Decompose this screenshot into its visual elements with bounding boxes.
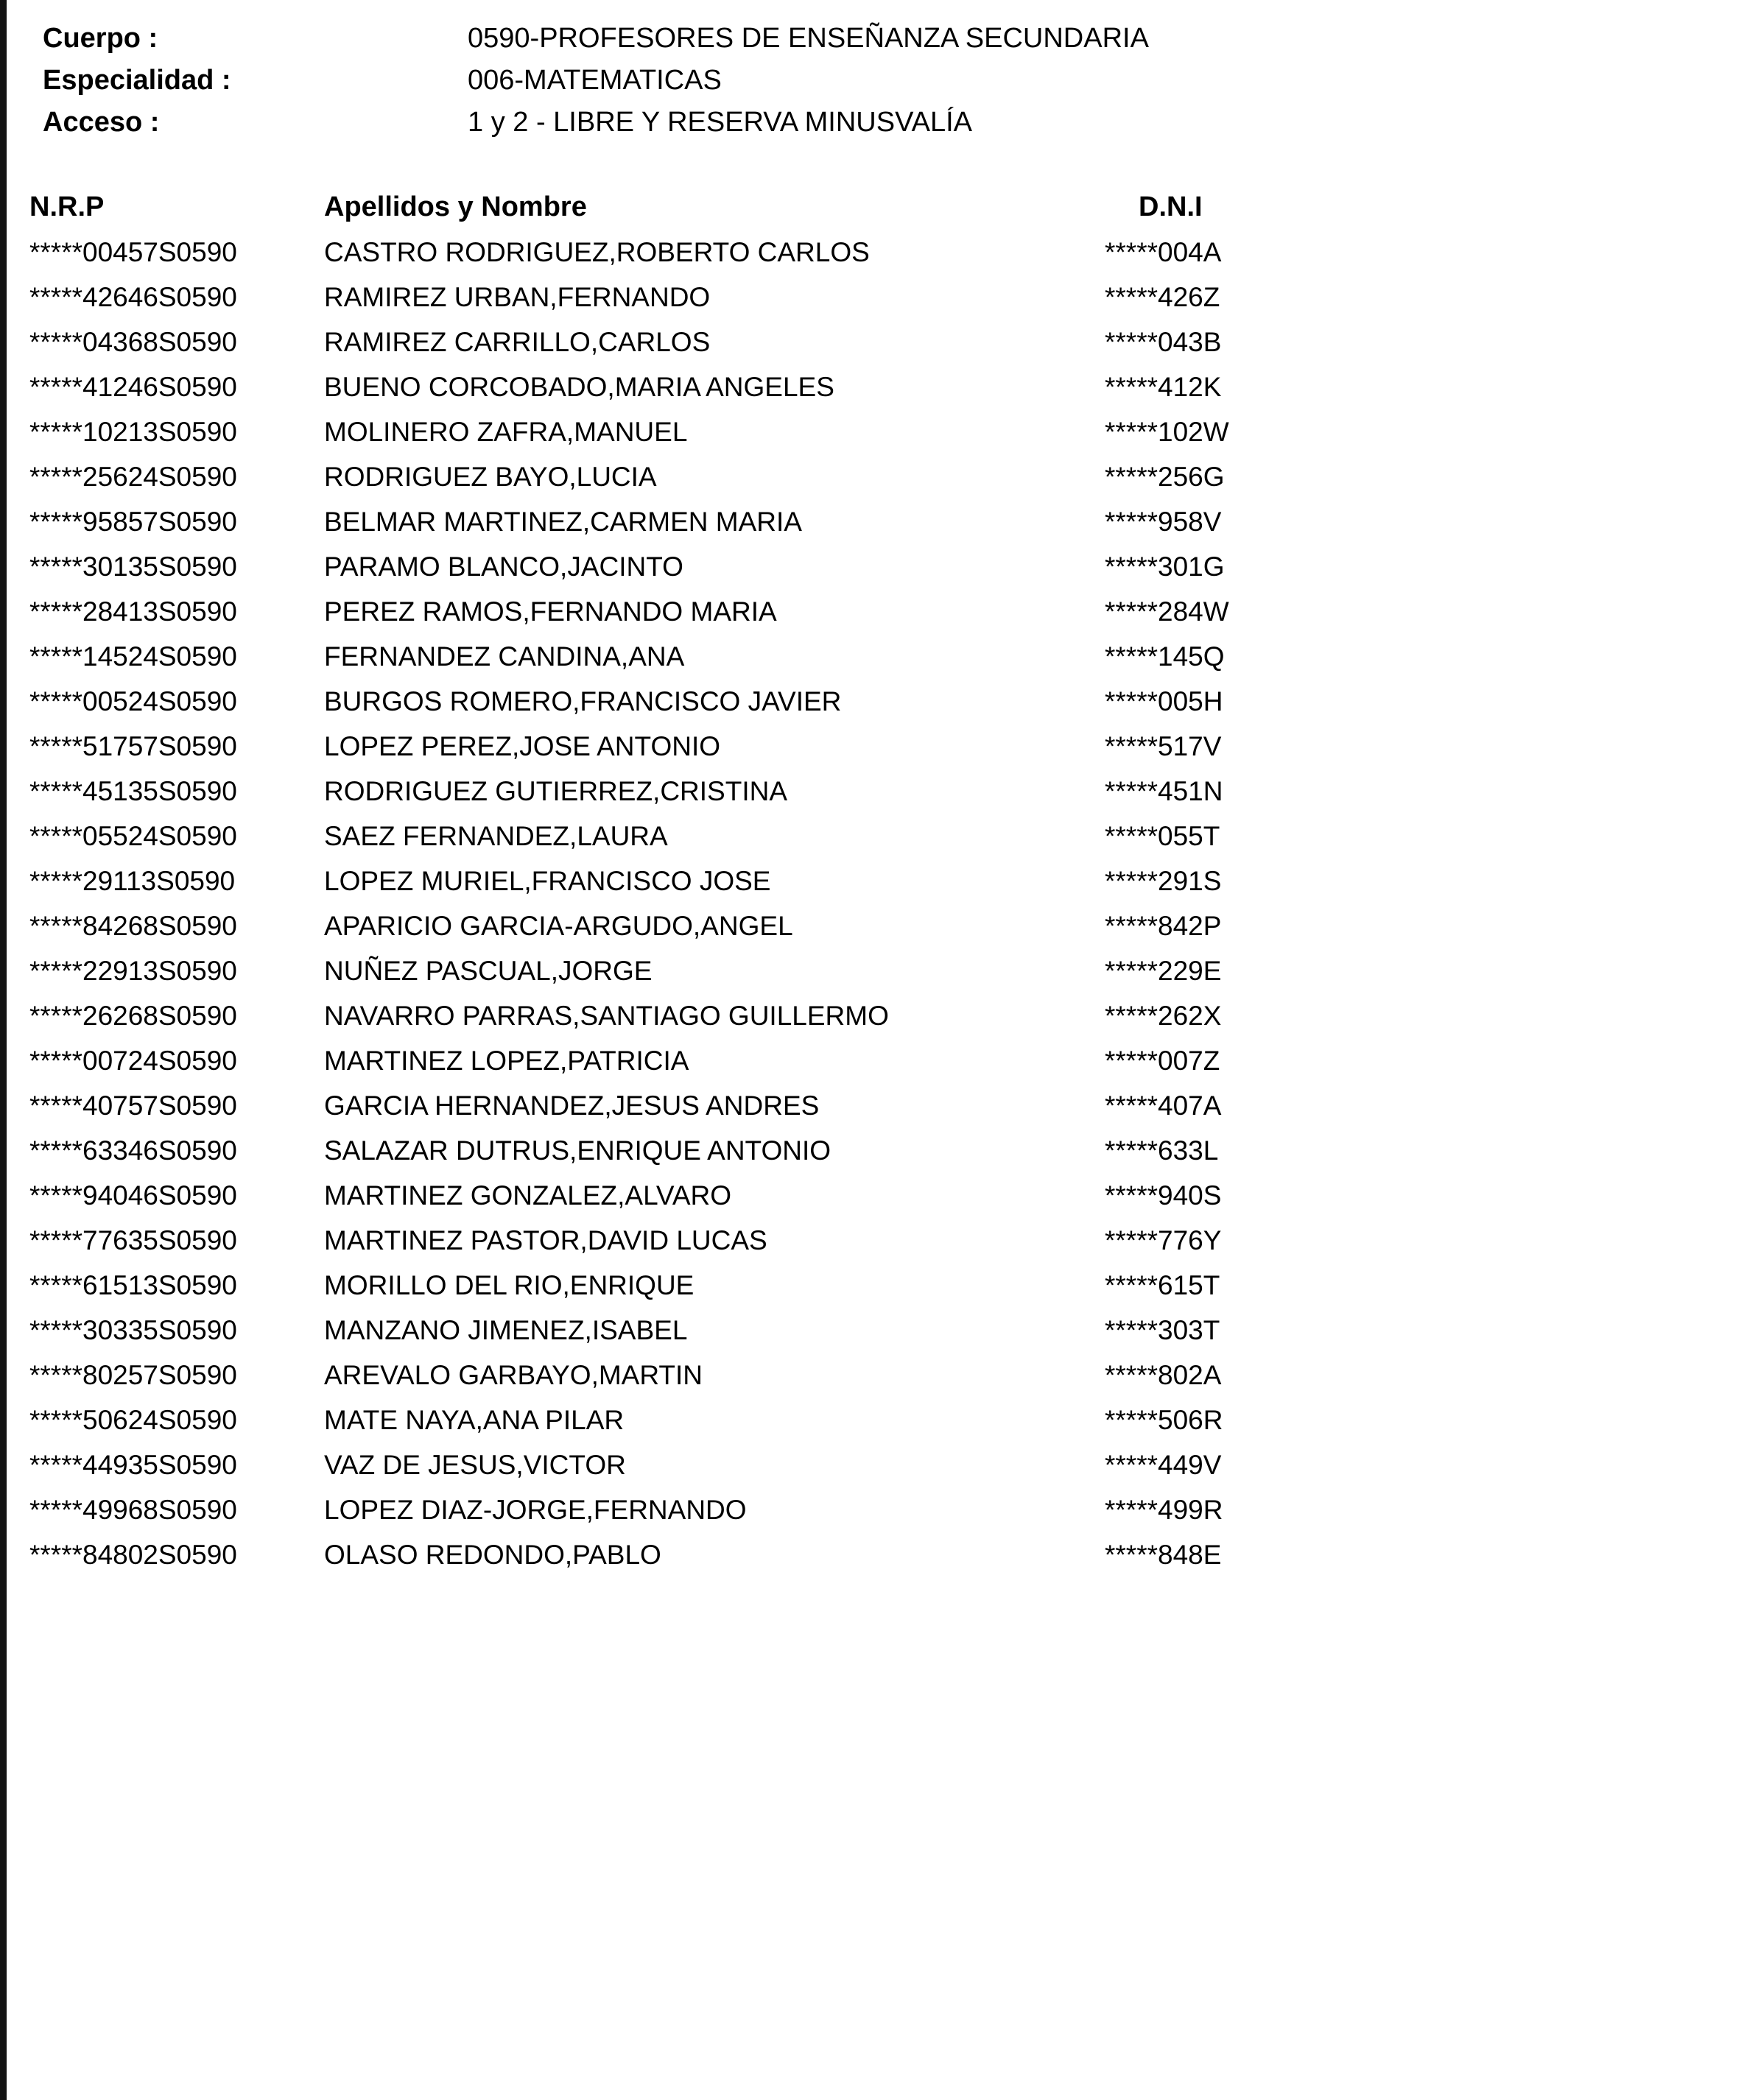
document-header (43, 18, 1715, 144)
nrp-cell: *****29113S0590 (29, 866, 236, 896)
name-cell: OLASO REDONDO,PABLO (324, 1540, 661, 1570)
nrp-cell: *****28413S0590 (29, 596, 237, 627)
nrp-cell: *****42646S0590 (29, 282, 237, 312)
name-cell: BELMAR MARTINEZ,CARMEN MARIA (324, 507, 802, 537)
name-cell: VAZ DE JESUS,VICTOR (324, 1450, 626, 1480)
dni-cell: *****633L (1105, 1135, 1219, 1166)
nrp-cell: *****84268S0590 (29, 911, 237, 941)
name-cell: MATE NAYA,ANA PILAR (324, 1405, 625, 1435)
name-cell: AREVALO GARBAYO,MARTIN (324, 1360, 703, 1390)
nrp-cell: *****61513S0590 (29, 1270, 237, 1300)
table-row (29, 364, 1715, 409)
nrp-cell: *****25624S0590 (29, 462, 237, 492)
nrp-cell: *****40757S0590 (29, 1090, 237, 1121)
name-cell: FERNANDEZ CANDINA,ANA (324, 641, 685, 672)
dni-cell: *****291S (1105, 866, 1222, 896)
name-cell: PEREZ RAMOS,FERNANDO MARIA (324, 596, 777, 627)
dni-cell: *****842P (1105, 911, 1222, 941)
name-cell: MARTINEZ GONZALEZ,ALVARO (324, 1180, 732, 1211)
name-cell: RODRIGUEZ GUTIERREZ,CRISTINA (324, 776, 788, 806)
table-row (29, 1128, 1715, 1173)
dni-cell: *****449V (1105, 1450, 1222, 1480)
field-value-especialidad: 006-MATEMATICAS (468, 65, 722, 96)
dni-cell: *****102W (1105, 417, 1229, 447)
table-row (29, 589, 1715, 634)
nrp-cell: *****22913S0590 (29, 956, 237, 986)
table-row (29, 903, 1715, 948)
nrp-cell: *****00524S0590 (29, 686, 237, 716)
field-especialidad (43, 60, 1715, 102)
table-row (29, 230, 1715, 275)
dni-cell: *****229E (1105, 956, 1222, 986)
dni-cell: *****145Q (1105, 641, 1225, 672)
dni-cell: *****506R (1105, 1405, 1223, 1435)
table-row (29, 993, 1715, 1038)
dni-cell: *****055T (1105, 821, 1220, 851)
table-body (29, 230, 1715, 1577)
dni-cell: *****256G (1105, 462, 1225, 492)
dni-cell: *****499R (1105, 1495, 1223, 1525)
table-header-row (29, 185, 1715, 230)
table-row (29, 1263, 1715, 1308)
table-row (29, 859, 1715, 903)
name-cell: RODRIGUEZ BAYO,LUCIA (324, 462, 657, 492)
table-row (29, 1442, 1715, 1487)
nrp-cell: *****51757S0590 (29, 731, 237, 761)
name-cell: RAMIREZ CARRILLO,CARLOS (324, 327, 711, 357)
nrp-cell: *****95857S0590 (29, 507, 237, 537)
table-row (29, 679, 1715, 724)
dni-cell: *****940S (1105, 1180, 1222, 1211)
name-cell: MANZANO JIMENEZ,ISABEL (324, 1315, 688, 1345)
nrp-cell: *****30335S0590 (29, 1315, 237, 1345)
nrp-cell: *****30135S0590 (29, 552, 237, 582)
nrp-cell: *****63346S0590 (29, 1135, 237, 1166)
name-cell: LOPEZ MURIEL,FRANCISCO JOSE (324, 866, 771, 896)
field-label-cuerpo: Cuerpo : (43, 23, 158, 54)
dni-cell: *****007Z (1105, 1046, 1220, 1076)
name-cell: MORILLO DEL RIO,ENRIQUE (324, 1270, 695, 1300)
name-cell: LOPEZ PEREZ,JOSE ANTONIO (324, 731, 720, 761)
nrp-cell: *****49968S0590 (29, 1495, 237, 1525)
field-cuerpo (43, 18, 1715, 60)
dni-cell: *****848E (1105, 1540, 1222, 1570)
name-cell: SALAZAR DUTRUS,ENRIQUE ANTONIO (324, 1135, 831, 1166)
dni-cell: *****412K (1105, 372, 1222, 402)
table-row (29, 1398, 1715, 1442)
name-cell: MOLINERO ZAFRA,MANUEL (324, 417, 688, 447)
name-cell: PARAMO BLANCO,JACINTO (324, 552, 683, 582)
dni-cell: *****426Z (1105, 282, 1220, 312)
dni-cell: *****005H (1105, 686, 1223, 716)
table-row (29, 769, 1715, 814)
column-header-dni: D.N.I (1139, 191, 1203, 222)
table-row (29, 1353, 1715, 1398)
name-cell: NAVARRO PARRAS,SANTIAGO GUILLERMO (324, 1001, 889, 1031)
dni-cell: *****262X (1105, 1001, 1222, 1031)
table-row (29, 499, 1715, 544)
name-cell: BURGOS ROMERO,FRANCISCO JAVIER (324, 686, 842, 716)
table-row (29, 275, 1715, 320)
table-row (29, 1308, 1715, 1353)
dni-cell: *****517V (1105, 731, 1222, 761)
nrp-cell: *****00724S0590 (29, 1046, 237, 1076)
nrp-cell: *****14524S0590 (29, 641, 237, 672)
field-value-acceso: 1 y 2 - LIBRE Y RESERVA MINUSVALÍA (468, 107, 972, 138)
name-cell: MARTINEZ PASTOR,DAVID LUCAS (324, 1225, 767, 1255)
results-table (29, 185, 1715, 1577)
name-cell: CASTRO RODRIGUEZ,ROBERTO CARLOS (324, 237, 870, 267)
table-row (29, 1173, 1715, 1218)
name-cell: RAMIREZ URBAN,FERNANDO (324, 282, 711, 312)
table-row (29, 1532, 1715, 1577)
field-label-acceso: Acceso : (43, 107, 160, 138)
name-cell: NUÑEZ PASCUAL,JORGE (324, 956, 653, 986)
nrp-cell: *****45135S0590 (29, 776, 237, 806)
table-row (29, 1083, 1715, 1128)
nrp-cell: *****04368S0590 (29, 327, 237, 357)
field-value-cuerpo: 0590-PROFESORES DE ENSEÑANZA SECUNDARIA (468, 23, 1149, 54)
dni-cell: *****043B (1105, 327, 1222, 357)
dni-cell: *****303T (1105, 1315, 1220, 1345)
dni-cell: *****615T (1105, 1270, 1220, 1300)
table-row (29, 814, 1715, 859)
table-row (29, 1487, 1715, 1532)
nrp-cell: *****26268S0590 (29, 1001, 237, 1031)
dni-cell: *****802A (1105, 1360, 1222, 1390)
name-cell: GARCIA HERNANDEZ,JESUS ANDRES (324, 1090, 820, 1121)
name-cell: MARTINEZ LOPEZ,PATRICIA (324, 1046, 689, 1076)
table-row (29, 724, 1715, 769)
table-row (29, 1038, 1715, 1083)
dni-cell: *****407A (1105, 1090, 1222, 1121)
nrp-cell: *****77635S0590 (29, 1225, 237, 1255)
nrp-cell: *****50624S0590 (29, 1405, 237, 1435)
nrp-cell: *****84802S0590 (29, 1540, 237, 1570)
nrp-cell: *****44935S0590 (29, 1450, 237, 1480)
name-cell: APARICIO GARCIA-ARGUDO,ANGEL (324, 911, 793, 941)
nrp-cell: *****10213S0590 (29, 417, 237, 447)
table-row (29, 320, 1715, 364)
table-row (29, 454, 1715, 499)
nrp-cell: *****94046S0590 (29, 1180, 237, 1211)
field-acceso (43, 102, 1715, 144)
nrp-cell: *****00457S0590 (29, 237, 237, 267)
nrp-cell: *****41246S0590 (29, 372, 237, 402)
dni-cell: *****776Y (1105, 1225, 1222, 1255)
dni-cell: *****451N (1105, 776, 1223, 806)
dni-cell: *****284W (1105, 596, 1229, 627)
dni-cell: *****958V (1105, 507, 1222, 537)
name-cell: LOPEZ DIAZ-JORGE,FERNANDO (324, 1495, 747, 1525)
nrp-cell: *****80257S0590 (29, 1360, 237, 1390)
column-header-nrp: N.R.P (29, 191, 105, 222)
name-cell: SAEZ FERNANDEZ,LAURA (324, 821, 668, 851)
dni-cell: *****004A (1105, 237, 1222, 267)
field-label-especialidad: Especialidad : (43, 65, 231, 96)
table-row (29, 544, 1715, 589)
table-row (29, 948, 1715, 993)
column-header-apellidos: Apellidos y Nombre (324, 191, 587, 222)
dni-cell: *****301G (1105, 552, 1225, 582)
table-row (29, 1218, 1715, 1263)
table-row (29, 409, 1715, 454)
table-row (29, 634, 1715, 679)
name-cell: BUENO CORCOBADO,MARIA ANGELES (324, 372, 834, 402)
nrp-cell: *****05524S0590 (29, 821, 237, 851)
